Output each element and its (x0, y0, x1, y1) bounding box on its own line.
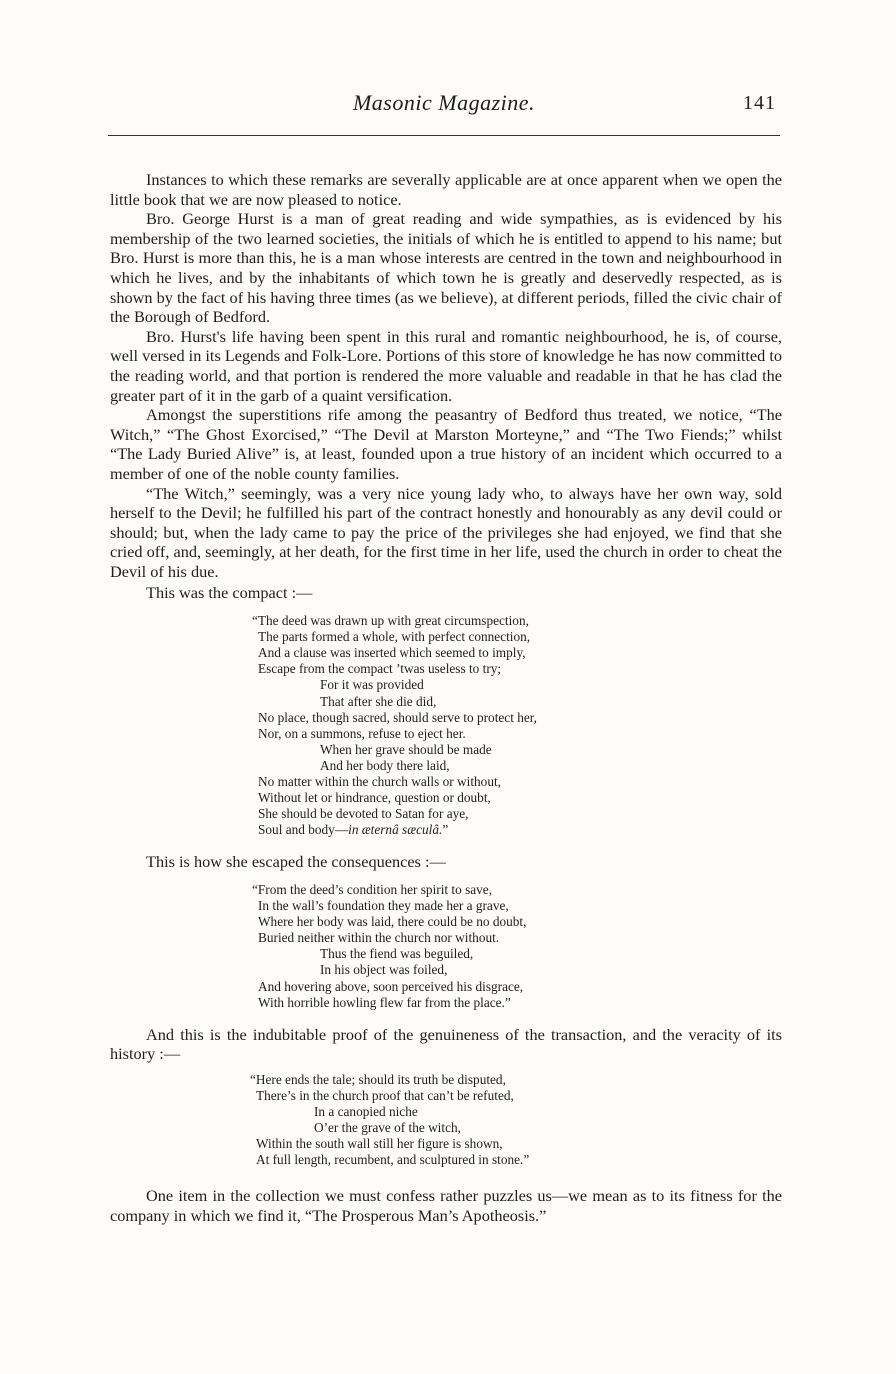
verse-line: O’er the grave of the witch, (314, 1120, 461, 1136)
verse-line: “From the deed’s condition her spirit to save, (252, 881, 493, 897)
article-body (110, 170, 782, 1226)
paragraph: “The Witch,” seemingly, was a very nice young lady who, to always have her own way, sold herself to the Devil; he fulfilled his part of the contract honestly and honourably as any devil could or should; but, when the lady came to pay the price of the privileges she had enjoyed, we find that she cried off, and, seemingly, at her death, for the first time in her life, used the church in order to cheat the Devil of his due. (110, 483, 782, 581)
verse-text: Soul and body— (258, 822, 349, 838)
verse-line: Nor, on a summons, refuse to eject her. (258, 725, 466, 741)
running-title: Masonic Magazine. (352, 90, 536, 115)
proof-paragraph: And this is the indubitable proof of the genuineness of the transaction, and the veracity of its history :— (110, 1024, 782, 1064)
verse-proof (250, 1071, 782, 1169)
verse-line: Buried neither within the church nor without. (258, 930, 500, 946)
verse-line: When her grave should be made (320, 741, 492, 757)
header-rule (108, 135, 780, 136)
closing-quote: ” (442, 822, 449, 838)
verse-line: Escape from the compact ’twas useless to try; (258, 661, 502, 677)
page-number: 141 (743, 92, 776, 114)
verse-line: With horrible howling flew far from the place.” (258, 994, 511, 1010)
verse-line: In the wall’s foundation they made her a grave, (258, 898, 509, 914)
paragraph: Bro. George Hurst is a man of great reading and wide sympathies, as is evidenced by his membership of the two learned societies, the initials of which he is entitled to append to his name; but Bro. Hurst is more than this, he is a man whose interests are centred in the town and neighbourhood in which he lives, and by the inhabitants of which town he is greatly and deservedly respected, as is shown by the fact of his having three times (as we believe), at different periods, filled the civic chair of the Borough of Bedford. (110, 209, 782, 327)
verse-line: And a clause was inserted which seemed to imply, (258, 645, 526, 661)
verse-compact (252, 613, 782, 838)
verse-line: “Here ends the tale; should its truth be disputed, (250, 1071, 506, 1087)
verse-line: The parts formed a whole, with perfect connection, (258, 629, 531, 645)
verse-line: For it was provided (320, 677, 424, 693)
verse-line: And hovering above, soon perceived his disgrace, (258, 978, 524, 994)
verse-line: Within the south wall still her figure is shown, (256, 1136, 503, 1152)
verse-line-last (258, 822, 782, 838)
closing-paragraph: One item in the collection we must confess rather puzzles us—we mean as to its fitness for the company in which we find it, “The Prosperous Man’s Apotheosis.” (110, 1186, 782, 1226)
paragraph: Amongst the superstitions rife among the peasantry of Bedford thus treated, we notice, “The Witch,” “The Ghost Exorcised,” “The Devil at Marston Morteyne,” and “The Two Fiends;” whilst “The Lady Buried Alive” is, at least, founded upon a true history of an incident which occurred to a member of one of the noble county families. (110, 405, 782, 483)
verse-line: “The deed was drawn up with great circumspection, (252, 613, 529, 629)
verse-line: Without let or hindrance, question or doubt, (258, 790, 491, 806)
verse-line: And her body there laid, (320, 757, 450, 773)
paragraph: Instances to which these remarks are severally applicable are at once apparent when we open the little book that we are now pleased to notice. (110, 170, 782, 209)
verse-line: At full length, recumbent, and sculptured in stone.” (256, 1152, 530, 1168)
verse-line: In his object was foiled, (320, 962, 448, 978)
paragraph: Bro. Hurst's life having been spent in this rural and romantic neighbourhood, he is, of course, well versed in its Legends and Folk-Lore. Portions of this store of knowledge he has now committed to the reading world, and that portion is rendered the more valuable and readable in that he has clad the greater part of it in the garb of a quaint versification. (110, 326, 782, 405)
verse-line: No matter within the church walls or without, (258, 774, 501, 789)
compact-intro: This was the compact :— (146, 583, 313, 603)
verse-line: In a canopied niche (314, 1104, 418, 1120)
verse-line: No place, though sacred, should serve to protect her, (258, 709, 537, 725)
page-header (108, 84, 780, 124)
verse-escape (252, 881, 782, 1011)
verse-line: Thus the fiend was beguiled, (320, 946, 474, 962)
verse-line: She should be devoted to Satan for aye, (258, 806, 469, 822)
verse-line: Where her body was laid, there could be no doubt, (258, 914, 527, 930)
verse-line: There’s in the church proof that can’t be refuted, (256, 1088, 514, 1103)
escape-intro: This is how she escaped the consequences :— (146, 852, 446, 872)
latin-phrase: in æternâ sæculâ. (348, 822, 443, 838)
verse-line: That after she die did, (320, 693, 437, 709)
